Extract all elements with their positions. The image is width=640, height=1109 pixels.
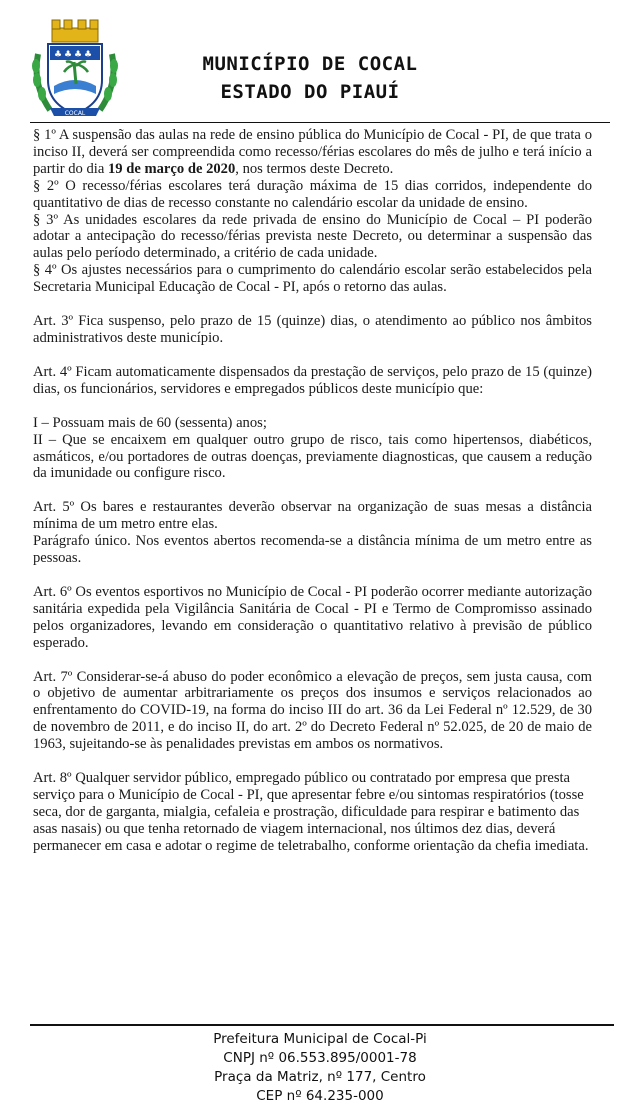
state-title: ESTADO DO PIAUÍ (220, 81, 400, 103)
letterhead-titles (150, 50, 470, 106)
paragraph-3: § 3º As unidades escolares da rede privada de ensino do Município de Cocal – PI poderão adotar a antecipação do recesso/férias prevista neste Decreto, ou determinar a suspensão das aulas pelo período determinado, a critério de cada unidade. (33, 211, 592, 262)
paragraph-1-tail: , nos termos deste Decreto. (235, 160, 394, 177)
article-5: Art. 5º Os bares e restaurantes deverão observar na organização de suas mesas a distância mínima de um metro entre elas. (33, 499, 592, 533)
paragraph-1-date: 19 de março de 2020 (107, 160, 236, 177)
decree-body (33, 127, 592, 855)
footer-prefecture: Prefeitura Municipal de Cocal-Pi (213, 1031, 427, 1047)
paragraph-4: § 4º Os ajustes necessários para o cumprimento do calendário escolar serão estabelecidos pela Secretaria Municipal Educação de Cocal - PI, após o retorno das aulas. (33, 262, 592, 296)
article-4: Art. 4º Ficam automaticamente dispensados da prestação de serviços, pelo prazo de 15 (quinze) dias, os funcionários, servidores e empregados públicos deste município que: (33, 363, 592, 397)
municipality-title: MUNICÍPIO DE COCAL (202, 53, 418, 75)
article-5-paragraph: Parágrafo único. Nos eventos abertos recomenda-se a distância mínima de um metro entre as pessoas. (33, 533, 592, 567)
article-7: Art. 7º Considerar-se-á abuso do poder econômico a elevação de preços, sem justa causa, com o objetivo de aumentar arbitrariamente os preços dos insumos e serviços relacionados ao enfrentamento do COVID-19, na forma do inciso III do art. 36 da Lei Federal nº 12.529, de 30 de novembro de 2011, e do inciso II, do art. 2º do Decreto Federal nº 52.025, de 20 de maio de 1963, sujeitando-se às penalidades previstas em ambos os normativos. (33, 668, 592, 753)
paragraph-1-text: § 1º A suspensão das aulas na rede de ensino pública do Município de Cocal - PI, de que trata o inciso II, deverá ser compreendida como recesso/férias escolares do mês de julho e terá início a partir do dia (33, 127, 592, 177)
article-4-inciso-2: II – Que se encaixem em qualquer outro grupo de risco, tais como hipertensos, diabéticos, asmáticos, e/ou portadores de outras doenças, previamente diagnosticas, que causem a redução da imunidade ou configure risco. (33, 431, 592, 482)
footer-divider (30, 1024, 614, 1026)
footer-address: Praça da Matriz, nº 177, Centro (214, 1069, 426, 1085)
article-4-inciso-1: I – Possuam mais de 60 (sessenta) anos; (33, 414, 267, 431)
footer-cnpj: CNPJ nº 06.553.895/0001-78 (223, 1050, 417, 1066)
municipal-coat-of-arms-icon (30, 14, 120, 120)
paragraph-1 (33, 127, 592, 178)
article-3: Art. 3º Fica suspenso, pelo prazo de 15 (quinze) dias, o atendimento ao público nos âmbitos administrativos deste município. (33, 313, 592, 346)
letterhead (0, 0, 640, 125)
letterhead-footer (0, 1030, 640, 1106)
article-8: Art. 8º Qualquer servidor público, empregado público ou contratado por empresa que presta serviço para o Município de Cocal - PI, que apresentar febre e/ou sintomas respiratórios (tosse seca, dor de garganta, mialgia, cefaleia e prostração, dificuldade para respirar e batimento das asas nasais) ou que tenha retornado de viagem internacional, nos últimos dez dias, deverá permanecer em casa e adotar o regime de teletrabalho, conforme orientação da chefia imediata. (33, 770, 589, 854)
svg-text:♣: ♣ (84, 50, 93, 60)
footer-cep: CEP nº 64.235-000 (256, 1088, 384, 1104)
article-6: Art. 6º Os eventos esportivos no Município de Cocal - PI poderão ocorrer mediante autorização sanitária expedida pela Vigilância Sanitária de Cocal - PI e Termo de Compromisso assinado pelos organizadores, levando em consideração o quantitativo relativo à previsão de público esperado. (33, 583, 592, 651)
svg-text:♣: ♣ (64, 50, 73, 60)
crest-ribbon-text: COCAL (64, 110, 86, 117)
header-divider (30, 122, 610, 123)
svg-text:♣: ♣ (54, 50, 63, 60)
paragraph-2: § 2º O recesso/férias escolares terá duração máxima de 15 dias corridos, independente do quantitativo de dias de recesso constante no calendário escolar da unidade de ensino. (33, 177, 592, 211)
svg-text:♣: ♣ (74, 50, 83, 60)
